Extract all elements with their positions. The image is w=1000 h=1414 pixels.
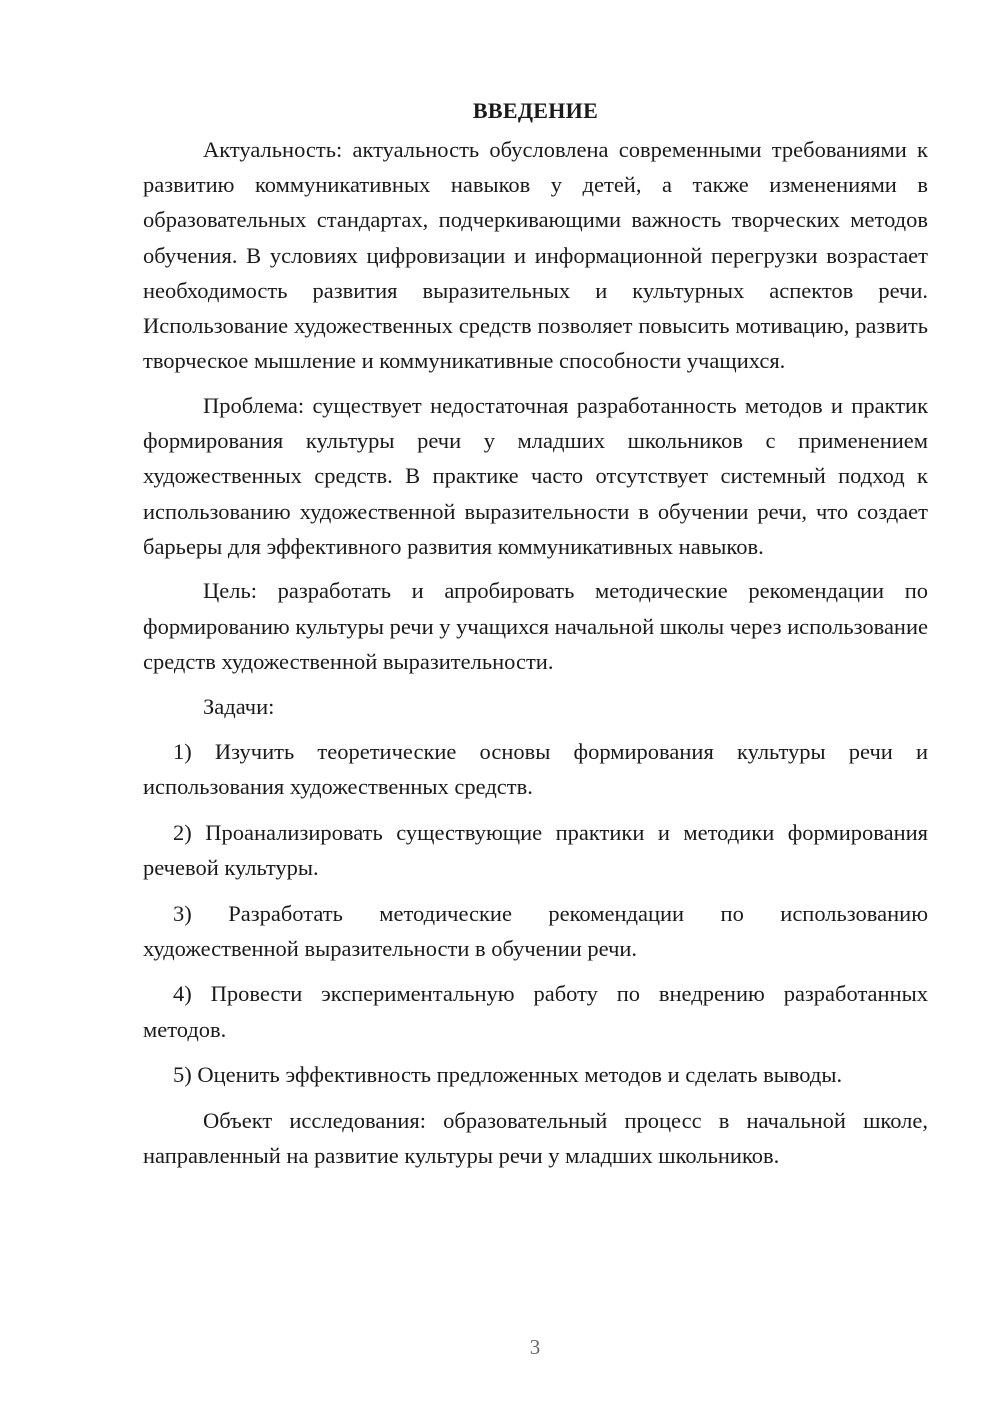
task-item: 2) Проанализировать существующие практики и методики формирования речевой культуры.: [143, 819, 928, 880]
goal-paragraph: Цель: разработать и апробировать методические рекомендации по формированию культуры речи у учащихся начальной школы через использование средств художественной выразительности.: [143, 578, 928, 674]
relevance-paragraph: Актуальность: актуальность обусловлена современными требованиями к развитию коммуникативных навыков у детей, а также изменениями в образовательных стандартах, подчеркивающими важность творческих методов обучения. В условиях цифровизации и информационной перегрузки возрастает необходимость развития выразительных и культурных аспектов речи. Использование художественных средств позволяет повысить мотивацию, развить творческое мышление и коммуникативные способности учащихся.: [143, 137, 928, 374]
page-number: 3: [529, 1335, 541, 1359]
object-paragraph: Объект исследования: образовательный процесс в начальной школе, направленный на развитие культуры речи у младших школьников.: [143, 1108, 928, 1169]
task-item: 4) Провести экспериментальную работу по внедрению разработанных методов.: [143, 981, 928, 1042]
tasks-list: [143, 734, 928, 1093]
task-item: 1) Изучить теоретические основы формирования культуры речи и использования художественных средств.: [143, 738, 928, 799]
page-content: [143, 96, 928, 1183]
tasks-heading: Задачи:: [203, 693, 275, 719]
task-item: 3) Разработать методические рекомендации по использованию художественной выразительности в обучении речи.: [143, 900, 928, 961]
task-item: 5) Оценить эффективность предложенных методов и сделать выводы.: [173, 1062, 843, 1088]
section-title: ВВЕДЕНИЕ: [472, 98, 599, 123]
problem-paragraph: Проблема: существует недостаточная разработанность методов и практик формирования культуры речи у младших школьников с применением художественных средств. В практике часто отсутствует системный подход к использованию художественной выразительности в обучении речи, что создает барьеры для эффективного развития коммуникативных навыков.: [143, 392, 928, 559]
